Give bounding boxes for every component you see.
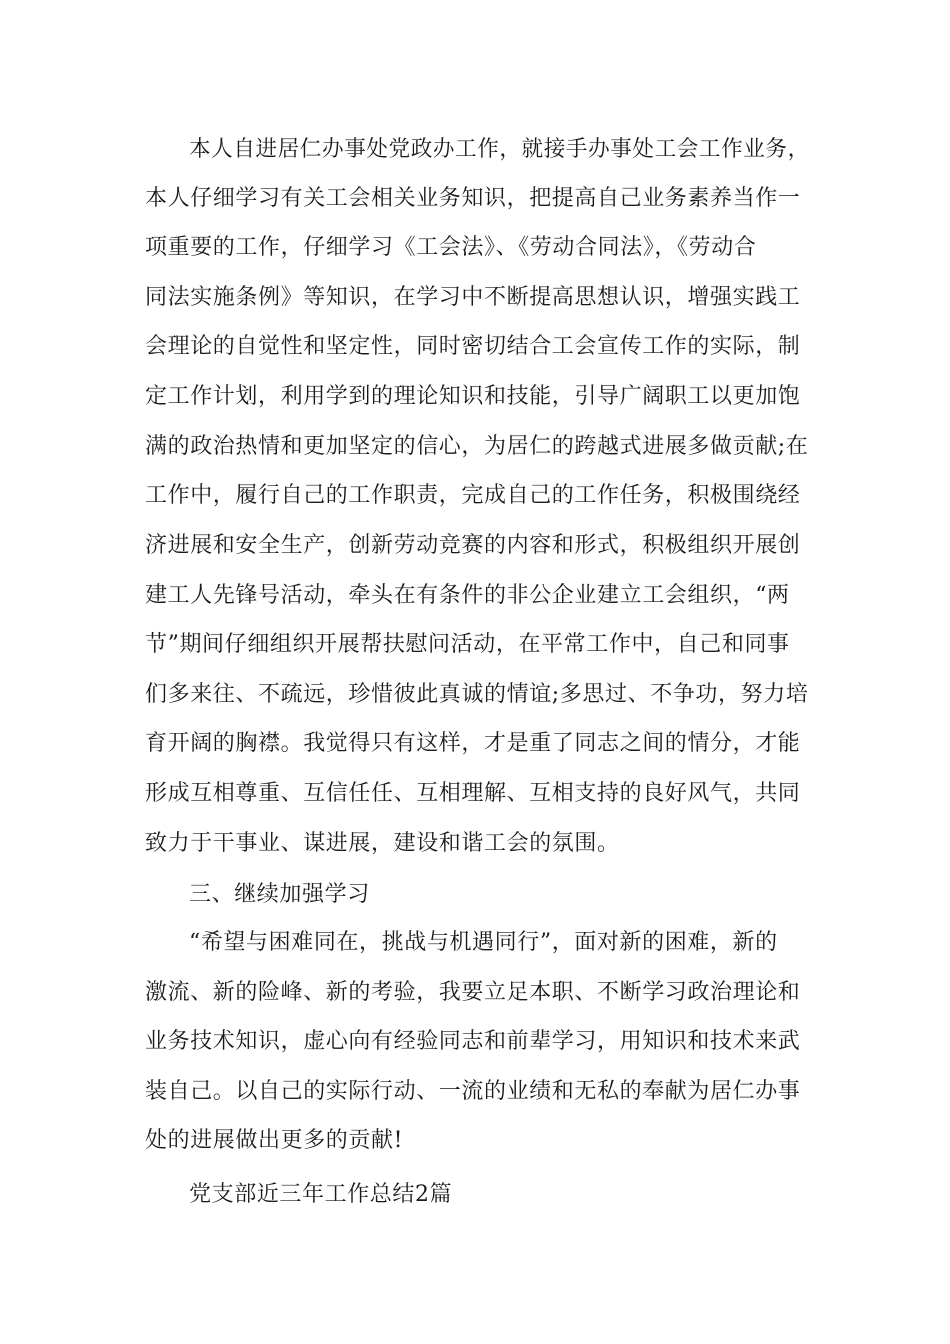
paragraph-line: 定工作计划，利用学到的理论知识和技能，引导广阔职工以更加饱 — [145, 384, 801, 409]
paragraph-line: 济进展和安全生产，创新劳动竞赛的内容和形式，积极组织开展创 — [145, 533, 801, 558]
paragraph-line: 形成互相尊重、互信任任、互相理解、互相支持的良好风气，共同 — [145, 781, 801, 806]
paragraph-line: 会理论的自觉性和坚定性，同时密切结合工会宣传工作的实际，制 — [145, 334, 801, 359]
paragraph-line: 处的进展做出更多的贡献! — [145, 1128, 404, 1153]
paragraph-line: 育开阔的胸襟。我觉得只有这样，才是重了同志之间的情分，才能 — [145, 731, 801, 756]
paragraph-line: 项重要的工作，仔细学习《工会法》、《劳动合同法》，《劳动合 — [145, 235, 757, 260]
paragraph-line: 工作中，履行自己的工作职责，完成自己的工作任务，积极围绕经 — [145, 483, 801, 508]
paragraph-line: 节”期间仔细组织开展帮扶慰问活动，在平常工作中，自己和同事 — [145, 632, 790, 657]
section-heading: 三、继续加强学习 — [189, 882, 370, 907]
paragraph-line: 本人自进居仁办事处党政办工作，就接手办事处工会工作业务， — [189, 137, 810, 162]
paragraph-line: 装自己。以自己的实际行动、一流的业绩和无私的奉献为居仁办事 — [145, 1079, 801, 1104]
paragraph-line: 建工人先锋号活动，牵头在有条件的非公企业建立工会组织，“两 — [145, 583, 790, 608]
paragraph-line: “希望与困难同在，挑战与机遇同行”，面对新的困难，新的 — [189, 930, 778, 955]
article-title: 党支部近三年工作总结2篇 — [189, 1182, 453, 1207]
paragraph-line: 致力于干事业、谋进展，建设和谐工会的氛围。 — [145, 831, 620, 856]
paragraph-line: 本人仔细学习有关工会相关业务知识，把提高自己业务素养当作一 — [145, 186, 801, 211]
paragraph-line: 满的政治热情和更加坚定的信心，为居仁的跨越式进展多做贡献;在 — [145, 434, 809, 459]
paragraph-line: 同法实施条例》等知识，在学习中不断提高思想认识，增强实践工 — [145, 285, 801, 310]
paragraph-line: 激流、新的险峰、新的考验，我要立足本职、不断学习政治理论和 — [145, 980, 801, 1005]
paragraph-line: 业务技术知识，虚心向有经验同志和前辈学习，用知识和技术来武 — [145, 1029, 801, 1054]
paragraph-line: 们多来往、不疏远，珍惜彼此真诚的情谊;多思过、不争功，努力培 — [145, 682, 809, 707]
